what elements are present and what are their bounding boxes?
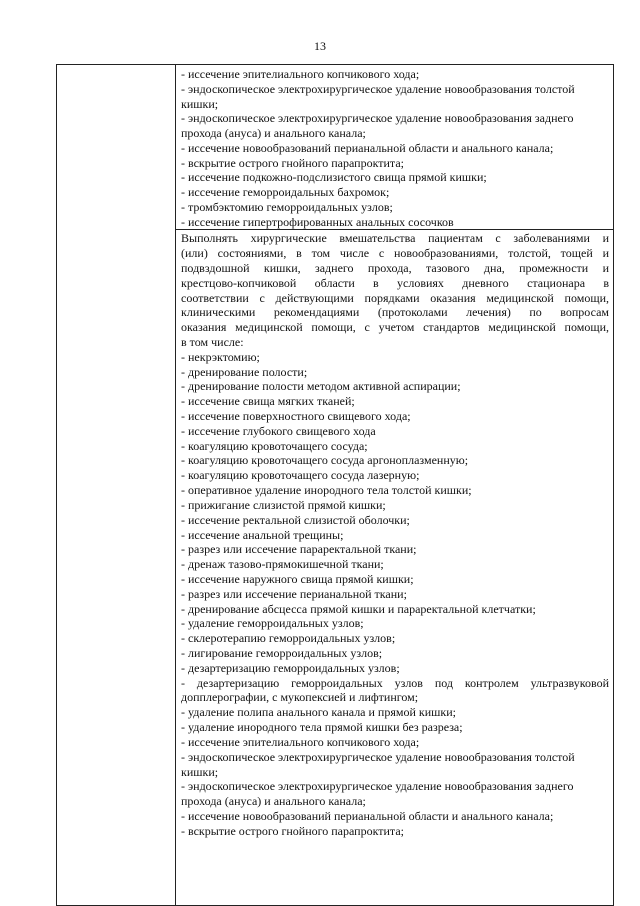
text-line: - коагуляцию кровоточащего сосуда; (181, 438, 368, 453)
text-line: - иссечение геморроидальных бахромок; (181, 185, 390, 199)
text-line: прохода (ануса) и анального канала; (181, 126, 366, 140)
text-line: кишки; (181, 764, 219, 779)
right-cell (176, 230, 614, 906)
text-line: - эндоскопическое электрохирургическое удаление новообразования заднего (181, 111, 574, 126)
text-line: - эндоскопическое электрохирургическое удаление новообразования толстой (181, 81, 575, 96)
text-line: - вскрытие острого гнойного парапроктита; (181, 823, 404, 838)
text-line: - иссечение ректальной слизистой оболочки; (181, 512, 410, 527)
text-line: - лигирование геморроидальных узлов; (181, 646, 383, 660)
text-line: (или) состояниями, в том числе с новообразованиями, толстой, тощей и (181, 246, 609, 261)
text-line: прохода (ануса) и анального канала; (181, 794, 366, 809)
text-line: - удаление инородного тела прямой кишки без разреза; (181, 720, 463, 735)
text-line: - иссечение новообразований перианальной области и анального канала; (181, 140, 554, 155)
text-line: - тромбэктомию геморроидальных узлов; (181, 199, 393, 214)
text-line: - иссечение поверхностного свищевого хода; (181, 409, 411, 423)
text-line: - иссечение гипертрофированных анальных сосочков (181, 214, 454, 229)
text-line: - оперативное удаление инородного тела толстой кишки; (181, 483, 472, 498)
procedure-list (176, 230, 613, 838)
text-line: допплерографии, с мукопексией и лифтингом; (181, 690, 419, 705)
text-line: крестцово-копчиковой области в условиях дневного стационара в (181, 275, 609, 290)
text-line: кишки; (181, 96, 219, 111)
text-line: - разрез или иссечение параректальной ткани; (181, 542, 417, 557)
page-number: 13 (314, 39, 326, 53)
text-line: - иссечение эпителиального копчикового хода; (181, 734, 420, 749)
text-line: - иссечение анальной трещины; (181, 527, 344, 542)
text-line: - иссечение новообразований перианальной области и анального канала; (181, 808, 554, 823)
text-line: оказания медицинской помощи, с учетом стандартов медицинской помощи, (181, 320, 609, 335)
text-line: - иссечение эпителиального копчикового хода; (181, 67, 420, 81)
text-line: - удаление полипа анального канала и прямой кишки; (181, 705, 456, 720)
text-line: - иссечение наружного свища прямой кишки; (181, 571, 414, 586)
table-row (57, 65, 614, 230)
text-line: - дренирование абсцесса прямой кишки и параректальной клетчатки; (181, 601, 536, 616)
text-line: в том числе: (181, 334, 244, 349)
text-line: - эндоскопическое электрохирургическое удаление новообразования толстой (181, 749, 575, 764)
text-line: - иссечение свища мягких тканей; (181, 394, 355, 409)
requirements-table (56, 64, 614, 906)
text-line: - вскрытие острого гнойного парапроктита; (181, 155, 404, 170)
text-line: - разрез или иссечение перианальной ткани; (181, 586, 407, 601)
text-line: Выполнять хирургические вмешательства пациентам с заболеваниями и (181, 231, 609, 246)
text-line: - некрэктомию; (181, 349, 260, 364)
text-line: - дезартеризацию геморроидальных узлов под контролем ультразвуковой (181, 675, 609, 690)
text-line: соответствии с действующими порядками оказания медицинской помощи, (181, 290, 609, 305)
text-line: - удаление геморроидальных узлов; (181, 616, 364, 631)
text-line: - коагуляцию кровоточащего сосуда аргоноплазменную; (181, 453, 469, 468)
text-line: - иссечение глубокого свищевого хода (181, 423, 376, 438)
right-cell (176, 65, 614, 230)
procedure-list (176, 65, 613, 229)
left-empty-cell (57, 65, 176, 906)
text-line: - коагуляцию кровоточащего сосуда лазерную; (181, 468, 420, 483)
text-line: - склеротерапию геморроидальных узлов; (181, 631, 396, 646)
text-line: клиническими рекомендациями (протоколами лечения) по вопросам (181, 305, 609, 320)
text-line: - дренирование полости методом активной аспирации; (181, 379, 461, 394)
text-line: - прижигание слизистой прямой кишки; (181, 497, 386, 512)
text-line: - дренаж тазово-прямокишечной ткани; (181, 557, 384, 572)
text-line: - иссечение подкожно-подслизистого свища прямой кишки; (181, 170, 487, 185)
text-line: - дезартеризацию геморроидальных узлов; (181, 660, 400, 675)
text-line: - эндоскопическое электрохирургическое удаление новообразования заднего (181, 779, 574, 794)
text-line: - дренирование полости; (181, 364, 308, 379)
text-line: подвздошной кишки, заднего прохода, тазового дна, промежности и (181, 260, 609, 275)
